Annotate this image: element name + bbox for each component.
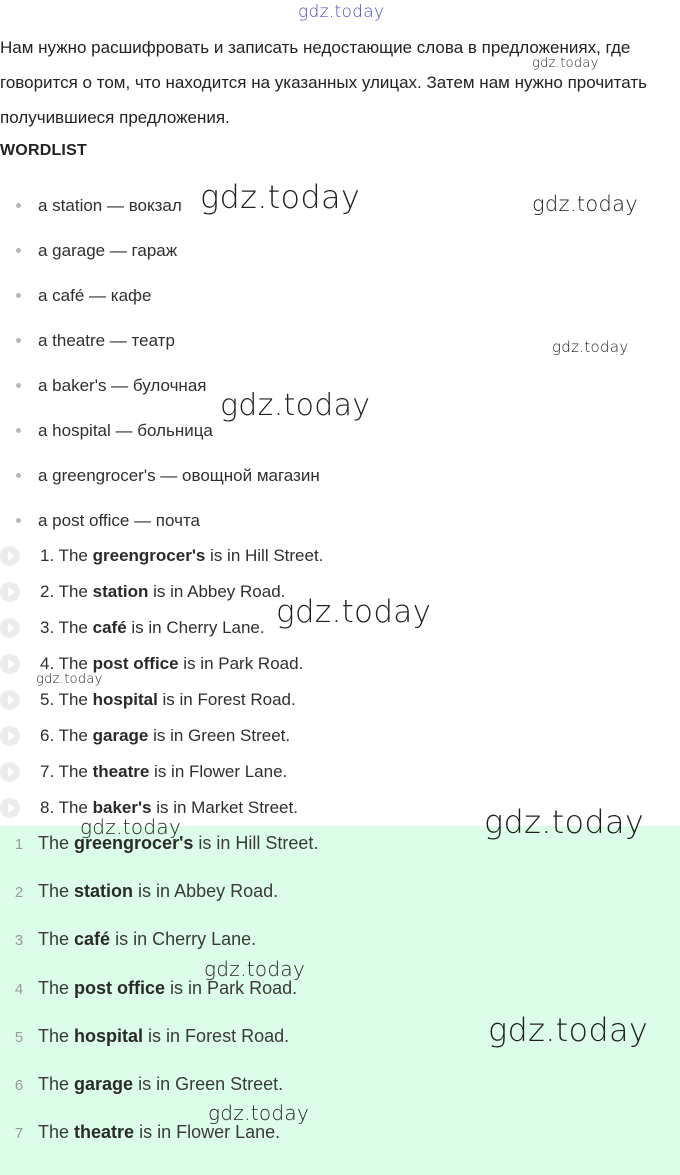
watermark: gdz.today bbox=[484, 803, 645, 841]
bullet-icon bbox=[16, 383, 21, 388]
bullet-icon bbox=[16, 518, 21, 523]
play-audio-icon[interactable] bbox=[0, 582, 20, 602]
play-audio-icon[interactable] bbox=[0, 762, 20, 782]
watermark: gdz.today bbox=[208, 1101, 310, 1125]
play-audio-icon[interactable] bbox=[0, 690, 20, 710]
bullet-icon bbox=[16, 428, 21, 433]
panel-answer-row: 2 The station is in Abbey Road. bbox=[14, 881, 279, 901]
play-audio-icon[interactable] bbox=[0, 546, 20, 566]
watermark-top: gdz.today bbox=[298, 2, 385, 22]
watermark: gdz.today bbox=[36, 672, 103, 687]
bullet-icon bbox=[16, 203, 21, 208]
answer-row: 7. The theatre is in Flower Lane. bbox=[0, 762, 287, 783]
bullet-icon bbox=[16, 473, 21, 478]
wordlist-item: a baker's — булочная bbox=[16, 376, 206, 396]
panel-answer-row: 7 The theatre is in Flower Lane. bbox=[14, 1122, 281, 1142]
answer-row: 5. The hospital is in Forest Road. bbox=[0, 690, 296, 711]
answer-row: 4. The post office is in Park Road. bbox=[0, 654, 303, 675]
wordlist-item: a theatre — театр bbox=[16, 331, 175, 351]
answer-row: 6. The garage is in Green Street. bbox=[0, 726, 290, 747]
wordlist-heading: WORDLIST bbox=[0, 142, 87, 159]
wordlist-item: a station — вокзал bbox=[16, 196, 182, 216]
watermark: gdz.today bbox=[552, 338, 629, 356]
wordlist-item: a garage — гараж bbox=[16, 241, 177, 261]
bullet-icon bbox=[16, 248, 21, 253]
play-audio-icon[interactable] bbox=[0, 618, 20, 638]
wordlist-item: a post office — почта bbox=[16, 511, 200, 531]
wordlist-item: a hospital — больница bbox=[16, 421, 213, 441]
watermark: gdz.today bbox=[80, 815, 182, 839]
watermark: gdz.today bbox=[488, 1011, 649, 1049]
answer-row: 8. The baker's is in Market Street. bbox=[0, 798, 298, 819]
answer-row: 2. The station is in Abbey Road. bbox=[0, 582, 285, 603]
watermark: gdz.today bbox=[276, 594, 432, 630]
play-audio-icon[interactable] bbox=[0, 726, 20, 746]
bullet-icon bbox=[16, 293, 21, 298]
watermark: gdz.today bbox=[220, 388, 371, 423]
intro-text: Нам нужно расшифровать и записать недостающие слова в предложениях, где говорится о том, что находится на указанных улицах. Затем нам нужно прочитать получившиеся предложения. bbox=[0, 38, 647, 127]
answer-row: 3. The café is in Cherry Lane. bbox=[0, 618, 265, 639]
panel-answer-row: 6 The garage is in Green Street. bbox=[14, 1074, 284, 1094]
play-audio-icon[interactable] bbox=[0, 798, 20, 818]
answer-row: 1. The greengrocer's is in Hill Street. bbox=[0, 546, 323, 567]
wordlist-item: a greengrocer's — овощной магазин bbox=[16, 466, 320, 486]
panel-answer-row: 3 The café is in Cherry Lane. bbox=[14, 929, 257, 949]
panel-answer-row: 1 The greengrocer's is in Hill Street. bbox=[14, 833, 319, 853]
watermark: gdz.today bbox=[532, 192, 639, 216]
watermark: gdz.today bbox=[204, 957, 306, 981]
watermark: gdz.today bbox=[200, 178, 361, 216]
play-audio-icon[interactable] bbox=[0, 654, 20, 674]
panel-answer-row: 4 The post office is in Park Road. bbox=[14, 978, 298, 998]
panel-answer-row: 5 The hospital is in Forest Road. bbox=[14, 1026, 290, 1046]
watermark: gdz.today bbox=[532, 56, 599, 71]
bullet-icon bbox=[16, 338, 21, 343]
wordlist-item: a café — кафе bbox=[16, 286, 151, 306]
